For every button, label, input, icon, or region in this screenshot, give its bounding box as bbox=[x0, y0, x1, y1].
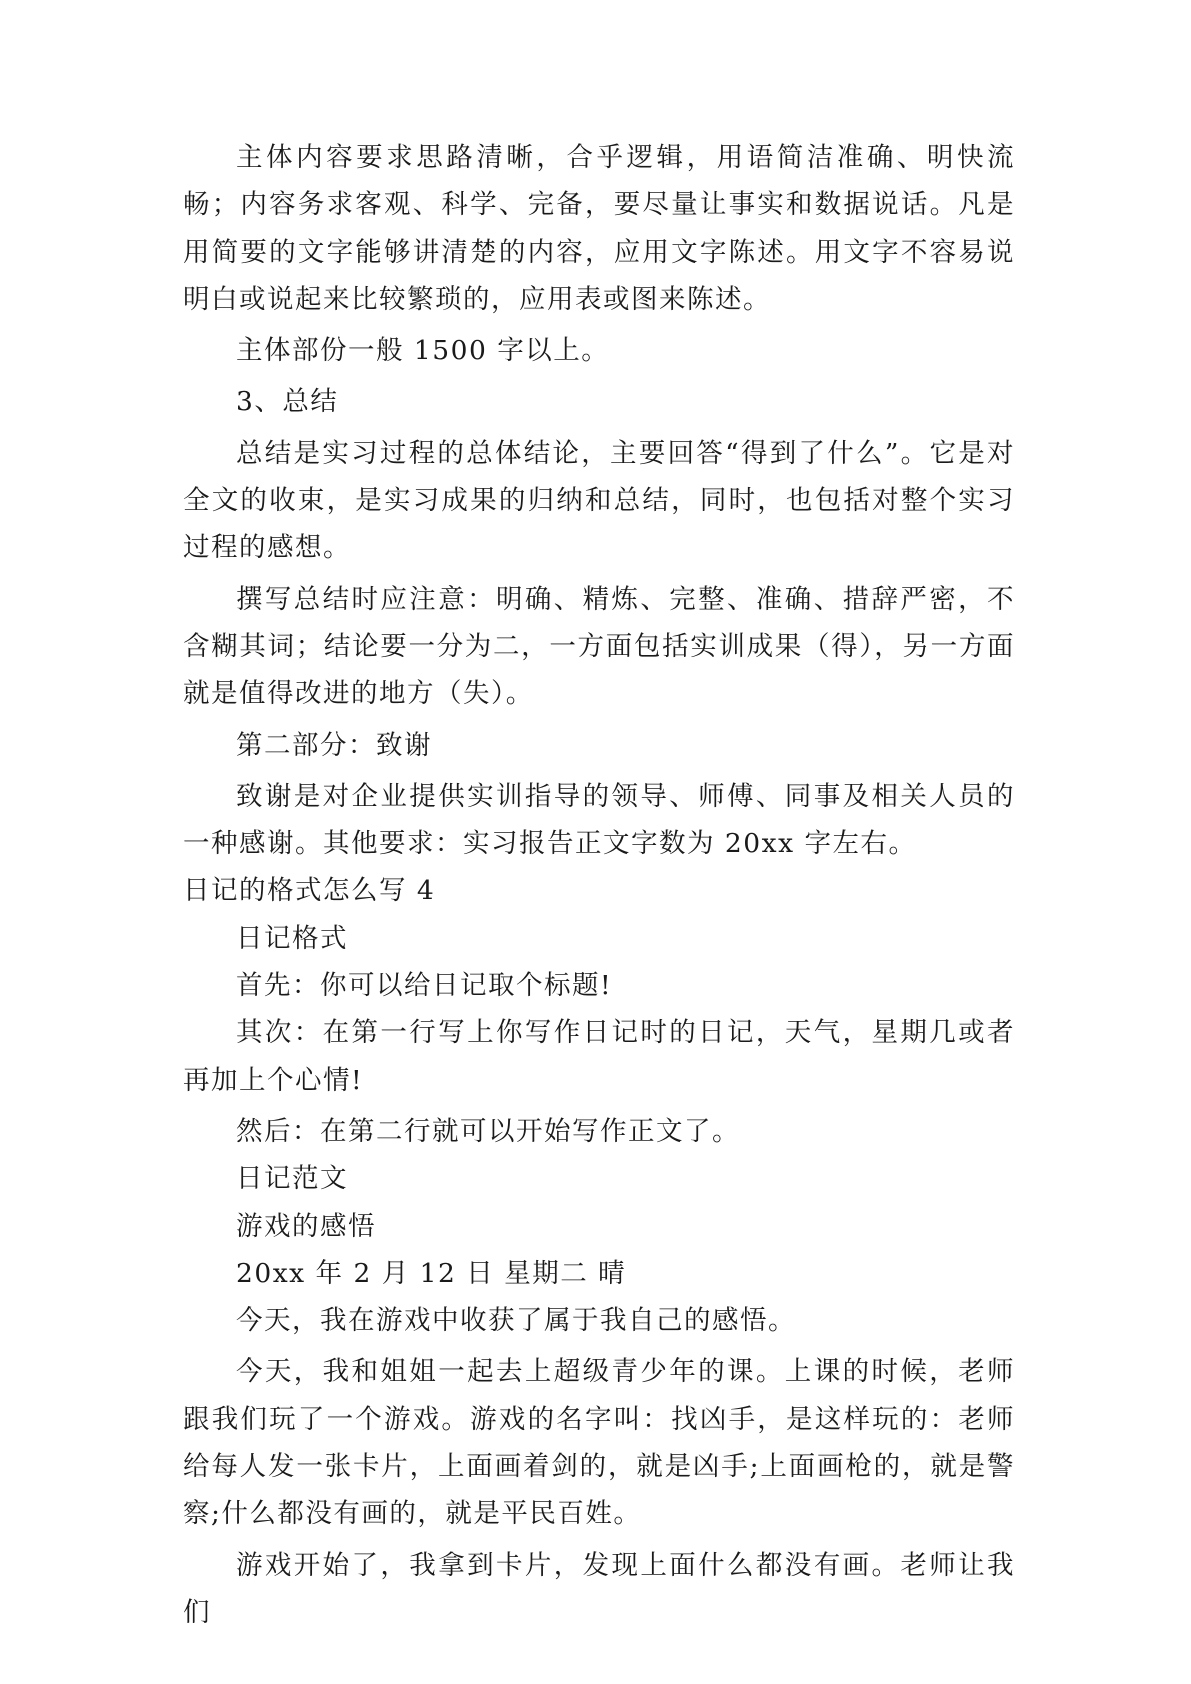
paragraph-step-second: 其次：在第一行写上你写作日记时的日记，天气，星期几或者再加上个心情! bbox=[183, 1017, 1015, 1096]
paragraph-main-content-requirements: 主体内容要求思路清晰，合乎逻辑，用语简洁准确、明快流畅；内容务求客观、科学、完备，要尽量让事实和数据说话。凡是用简要的文字能够讲清楚的内容，应用文字陈述。用文字不容易说明白或说起来比较繁琐的，应用表或图来陈述。 bbox=[183, 142, 1015, 315]
paragraph-summary-definition: 总结是实习过程的总体结论，主要回答“得到了什么”。它是对全文的收束，是实习成果的归纳和总结，同时，也包括对整个实习过程的感想。 bbox=[183, 437, 1015, 564]
paragraph-step-first: 首先：你可以给日记取个标题! bbox=[236, 970, 613, 1002]
paragraph-word-count: 主体部份一般 1500 字以上。 bbox=[236, 335, 610, 367]
paragraph-acknowledgement: 致谢是对企业提供实训指导的领导、师傅、同事及相关人员的一种感谢。其他要求：实习报告正文字数为 20xx 字左右。 bbox=[183, 780, 1015, 860]
paragraph-summary-notes: 撰写总结时应注意：明确、精炼、完整、准确、措辞严密，不含糊其词；结论要一分为二，一方面包括实训成果（得），另一方面就是值得改进的地方（失）。 bbox=[183, 583, 1015, 710]
section-heading-diary-format: 日记格式 bbox=[236, 922, 348, 954]
diary-paragraph-game-rules: 今天，我和姐姐一起去上超级青少年的课。上课的时候，老师跟我们玩了一个游戏。游戏的名字叫：找凶手，是这样玩的：老师给每人发一张卡片，上面画着剑的，就是凶手;上面画枪的，就是警察;什么都没有画的，就是平民百姓。 bbox=[183, 1356, 1015, 1530]
section-heading-acknowledgement: 第二部分：致谢 bbox=[236, 729, 432, 761]
document-body bbox=[183, 134, 1015, 1636]
article-title: 日记的格式怎么写 4 bbox=[183, 875, 436, 907]
paragraph-step-then: 然后：在第二行就可以开始写作正文了。 bbox=[236, 1115, 740, 1147]
section-heading-diary-sample: 日记范文 bbox=[236, 1163, 348, 1195]
diary-paragraph-game-start: 游戏开始了，我拿到卡片，发现上面什么都没有画。老师让我们 bbox=[183, 1549, 1015, 1628]
diary-date-line: 20xx 年 2 月 12 日 星期二 晴 bbox=[236, 1257, 627, 1289]
diary-title: 游戏的感悟 bbox=[236, 1210, 376, 1242]
section-heading-summary: 3、总结 bbox=[236, 386, 339, 418]
diary-paragraph-intro: 今天，我在游戏中收获了属于我自己的感悟。 bbox=[236, 1305, 796, 1337]
